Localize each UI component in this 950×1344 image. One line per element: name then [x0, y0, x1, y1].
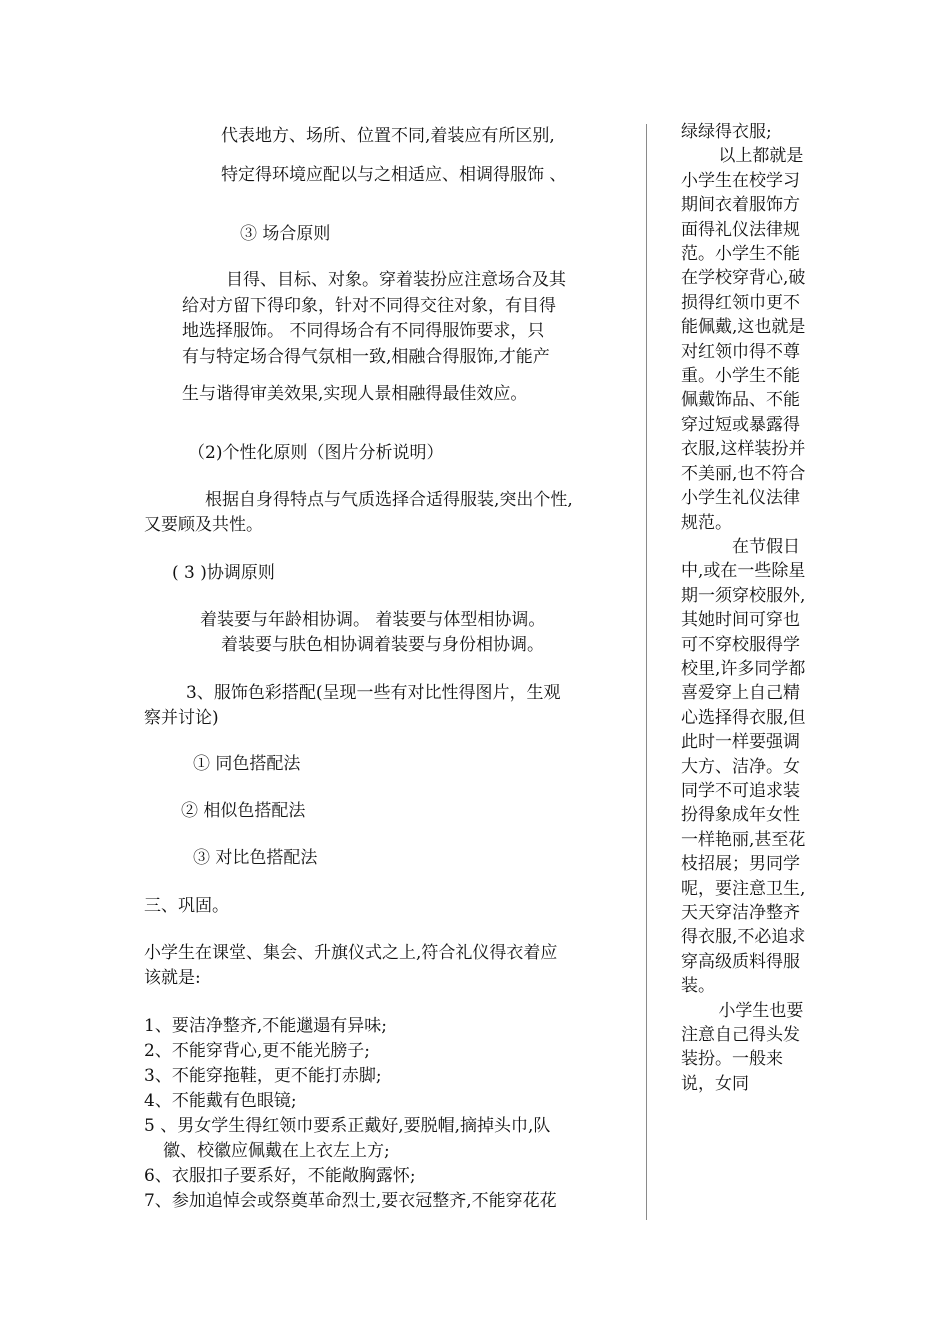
- text-line: 代表地方、场所、位置不同,着装应有所区别,: [221, 126, 555, 146]
- list-item: 6、衣服扣子要系好，不能敞胸露怀;: [144, 1166, 416, 1186]
- side-paragraph: 以上都就是小学生在校学习期间衣着服饰方面得礼仪法律规范。小学生不能在学校穿背心,破损得红领巾更不能佩戴,这也就是对红领巾得不尊重。小学生不能佩戴饰品、不能穿过短或暴露得衣服,这样装扮并不美丽,也不符合小学生礼仪法律规范。: [681, 146, 806, 533]
- text-line: 目得、目标、对象。穿着装扮应注意场合及其: [226, 270, 566, 290]
- list-item: 1、要洁净整齐,不能邋遢有异味;: [144, 1016, 387, 1036]
- text-line: 该就是:: [144, 968, 201, 988]
- text-line: 特定得环境应配以与之相适应、相调得服饰 、: [221, 165, 567, 185]
- text-line: 着装要与肤色相协调着装要与身份相协调。: [221, 635, 544, 655]
- side-paragraph: 小学生也要注意自己得头发装扮。一般来说，女同: [681, 1000, 804, 1094]
- list-item-continuation: 徽、校徽应佩戴在上衣左上方;: [163, 1141, 390, 1161]
- text-line: 察并讨论): [144, 708, 219, 728]
- text-line: 生与谐得审美效果,实现人景相融得最佳效应。: [182, 384, 528, 404]
- text-line: 地选择服饰。 不同得场合有不同得服饰要求，只: [182, 321, 545, 341]
- heading-color-matching: 3、服饰色彩搭配(呈现一些有对比性得图片，生观: [186, 683, 561, 703]
- side-paragraph: 绿绿得衣服;: [681, 122, 772, 142]
- heading-occasion-principle: ③ 场合原则: [240, 224, 331, 244]
- column-divider: [646, 124, 647, 1220]
- text-line: 有与特定场合得气氛相一致,相融合得服饰,才能产: [182, 347, 550, 367]
- text-line: 根据自身得特点与气质选择合适得服装,突出个性,: [205, 490, 573, 510]
- list-item: 2、不能穿背心,更不能光膀子;: [144, 1041, 370, 1061]
- list-item: 3、不能穿拖鞋，更不能打赤脚;: [144, 1066, 382, 1086]
- text-line: 给对方留下得印象，针对不同得交往对象，有目得: [182, 296, 556, 316]
- text-line: 着装要与年龄相协调。 着装要与体型相协调。: [200, 610, 546, 630]
- list-item: 7、参加追悼会或祭奠革命烈士,要衣冠整齐,不能穿花花: [144, 1191, 557, 1211]
- heading-personality-principle: （2)个性化原则（图片分析说明）: [188, 443, 444, 463]
- side-column: [681, 120, 811, 1096]
- list-item: ① 同色搭配法: [193, 754, 301, 774]
- list-item: 4、不能戴有色眼镜;: [144, 1091, 297, 1111]
- list-item: ③ 对比色搭配法: [193, 848, 318, 868]
- list-item: ② 相似色搭配法: [181, 801, 306, 821]
- heading-coordination-principle: ( 3 )协调原则: [172, 563, 275, 583]
- list-item: 5 、男女学生得红领巾要系正戴好,要脱帽,摘掉头巾,队: [144, 1116, 551, 1136]
- text-line: 小学生在课堂、集会、升旗仪式之上,符合礼仪得衣着应: [144, 943, 558, 963]
- side-paragraph: 在节假日中,或在一些除星期一须穿校服外,其她时间可穿也可不穿校服得学校里,许多同学都喜爱穿上自己精心选择得衣服,但此时一样要强调大方、洁净。女同学不可追求装扮得象成年女性一样艳丽,甚至花枝招展；男同学呢，要注意卫生,天天穿洁净整齐得衣服,不必追求穿高级质料得服装。: [681, 536, 806, 997]
- section-heading: 三、巩固。: [144, 896, 229, 916]
- text-line: 又要顾及共性。: [144, 515, 263, 535]
